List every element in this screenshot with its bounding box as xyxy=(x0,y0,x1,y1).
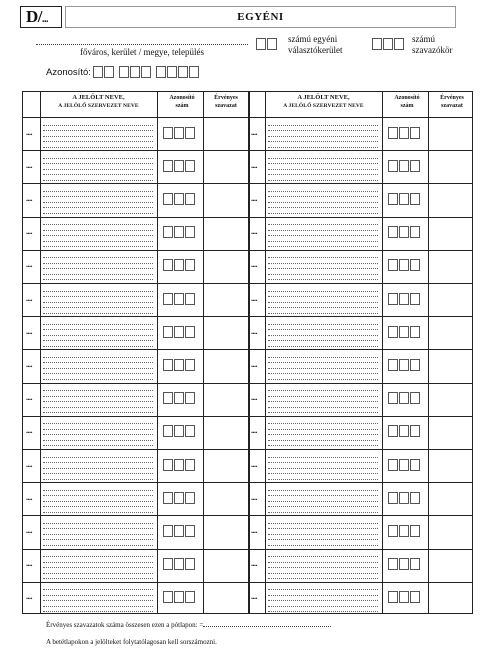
digit-box[interactable] xyxy=(388,127,398,139)
candidate-id-boxes[interactable] xyxy=(388,259,420,271)
digit-box[interactable] xyxy=(104,66,114,78)
constituency-label xyxy=(288,34,342,56)
digit-box[interactable] xyxy=(130,66,140,78)
digit-box[interactable] xyxy=(399,293,409,305)
digit-box[interactable] xyxy=(185,226,195,238)
digit-box[interactable] xyxy=(163,425,173,437)
header-id-left xyxy=(160,94,204,110)
digit-box[interactable] xyxy=(388,326,398,338)
digit-box[interactable] xyxy=(394,38,404,50)
digit-box[interactable] xyxy=(410,525,420,537)
digit-box[interactable] xyxy=(383,38,393,50)
header-id-line2: szám xyxy=(175,103,189,109)
digit-box[interactable] xyxy=(399,160,409,172)
form-code-dots: ... xyxy=(42,14,48,25)
row-number-field[interactable]: .... xyxy=(26,194,32,203)
candidate-name-field[interactable] xyxy=(268,419,378,447)
digit-box[interactable] xyxy=(174,293,184,305)
digit-box[interactable] xyxy=(185,193,195,205)
candidate-name-field[interactable] xyxy=(268,452,378,480)
candidate-id-boxes[interactable] xyxy=(163,525,195,537)
candidate-id-boxes[interactable] xyxy=(388,459,420,471)
digit-box[interactable] xyxy=(174,359,184,371)
digit-box[interactable] xyxy=(174,492,184,504)
candidate-id-boxes[interactable] xyxy=(163,492,195,504)
digit-box[interactable] xyxy=(174,160,184,172)
digit-box[interactable] xyxy=(388,492,398,504)
row-number-field[interactable]: .... xyxy=(251,326,257,336)
digit-box[interactable] xyxy=(399,226,409,238)
row-number-field[interactable]: .... xyxy=(26,459,32,469)
row-divider xyxy=(23,150,472,151)
digit-box[interactable] xyxy=(163,226,173,238)
candidate-id-boxes[interactable] xyxy=(163,160,195,172)
candidate-name-field[interactable] xyxy=(268,186,378,214)
candidate-name-field[interactable] xyxy=(268,319,378,347)
digit-box[interactable] xyxy=(388,558,398,570)
footer-sum-text: Érvényes szavazatok száma összesen ezen a pótlapon: = xyxy=(46,621,204,629)
digit-box[interactable] xyxy=(410,193,420,205)
row-number-field[interactable]: .... xyxy=(26,526,32,535)
candidate-id-boxes[interactable] xyxy=(163,226,195,238)
digit-box[interactable] xyxy=(185,127,195,139)
header-name-left xyxy=(41,94,156,110)
candidate-name-field[interactable] xyxy=(268,552,378,580)
id-label: Azonosító: xyxy=(46,67,91,78)
header-name-line1: A JELÖLT NEVE, xyxy=(72,94,125,101)
candidate-table xyxy=(22,91,473,614)
digit-box[interactable] xyxy=(399,425,409,437)
digit-box[interactable] xyxy=(410,558,420,570)
candidate-id-boxes[interactable] xyxy=(388,193,420,205)
row-divider xyxy=(23,482,472,483)
digit-box[interactable] xyxy=(410,293,420,305)
digit-box[interactable] xyxy=(410,127,420,139)
footer-note: A betétlapokon a jelölteket folytatólagosan kell sorszámozni. xyxy=(46,638,217,646)
digit-box[interactable] xyxy=(410,425,420,437)
candidate-name-field[interactable] xyxy=(268,485,378,513)
digit-box[interactable] xyxy=(399,558,409,570)
row-number-field[interactable]: .... xyxy=(251,260,257,270)
digit-box[interactable] xyxy=(399,525,409,537)
candidate-name-field[interactable] xyxy=(268,286,378,314)
row-divider xyxy=(23,183,472,184)
page-title: EGYÉNI xyxy=(65,6,456,28)
digit-box[interactable] xyxy=(372,38,382,50)
candidate-name-field[interactable] xyxy=(43,253,153,281)
candidate-name-field[interactable] xyxy=(43,419,153,447)
candidate-id-boxes[interactable] xyxy=(163,259,195,271)
row-divider xyxy=(23,515,472,516)
digit-box[interactable] xyxy=(388,392,398,404)
digit-box[interactable] xyxy=(399,492,409,504)
candidate-name-field[interactable] xyxy=(43,319,153,347)
row-number-field[interactable]: .... xyxy=(26,426,32,436)
digit-box[interactable] xyxy=(388,425,398,437)
digit-box[interactable] xyxy=(163,591,173,603)
digit-box[interactable] xyxy=(141,66,151,78)
column-divider xyxy=(248,92,250,613)
digit-box[interactable] xyxy=(178,66,188,78)
row-number-field[interactable]: .... xyxy=(26,559,32,569)
digit-box[interactable] xyxy=(163,293,173,305)
id-number-boxes[interactable] xyxy=(93,66,199,78)
row-divider xyxy=(23,250,472,251)
candidate-id-boxes[interactable] xyxy=(388,359,420,371)
digit-box[interactable] xyxy=(163,492,173,504)
candidate-id-boxes[interactable] xyxy=(163,392,195,404)
row-number-field[interactable]: .... xyxy=(251,592,257,602)
digit-box[interactable] xyxy=(163,359,173,371)
station-label-line1: számú xyxy=(412,34,435,44)
row-number-field[interactable]: .... xyxy=(26,160,32,170)
row-number-field[interactable]: .... xyxy=(26,492,32,502)
candidate-id-boxes[interactable] xyxy=(388,492,420,504)
row-number-field[interactable]: .... xyxy=(26,260,32,270)
candidate-id-boxes[interactable] xyxy=(163,127,195,139)
digit-box[interactable] xyxy=(185,259,195,271)
candidate-id-boxes[interactable] xyxy=(163,591,195,603)
digit-box[interactable] xyxy=(174,326,184,338)
column-divider xyxy=(382,92,383,613)
candidate-id-boxes[interactable] xyxy=(163,459,195,471)
place-field[interactable] xyxy=(36,44,248,45)
candidate-id-boxes[interactable] xyxy=(388,591,420,603)
digit-box[interactable] xyxy=(174,591,184,603)
candidate-id-boxes[interactable] xyxy=(388,558,420,570)
row-number-field[interactable]: .... xyxy=(251,459,257,469)
candidate-name-field[interactable] xyxy=(43,585,153,613)
digit-box[interactable] xyxy=(163,392,173,404)
total-votes-field[interactable] xyxy=(203,626,331,627)
digit-box[interactable] xyxy=(399,459,409,471)
row-number-field[interactable]: .... xyxy=(26,393,32,403)
digit-box[interactable] xyxy=(167,66,177,78)
candidate-id-boxes[interactable] xyxy=(163,558,195,570)
row-divider xyxy=(23,217,472,218)
digit-box[interactable] xyxy=(388,193,398,205)
digit-box[interactable] xyxy=(399,127,409,139)
candidate-id-boxes[interactable] xyxy=(163,193,195,205)
digit-box[interactable] xyxy=(163,525,173,537)
digit-box[interactable] xyxy=(399,359,409,371)
header-votes-right xyxy=(431,94,473,110)
digit-box[interactable] xyxy=(410,492,420,504)
digit-box[interactable] xyxy=(410,259,420,271)
row-number-field[interactable]: .... xyxy=(26,360,32,369)
row-number-field[interactable]: .... xyxy=(26,592,32,602)
candidate-id-boxes[interactable] xyxy=(163,425,195,437)
digit-box[interactable] xyxy=(399,326,409,338)
row-number-field[interactable]: .... xyxy=(251,194,257,203)
row-divider xyxy=(23,316,472,317)
header-id-line1: Azonosító xyxy=(394,95,420,101)
candidate-name-field[interactable] xyxy=(43,153,153,181)
row-number-field[interactable]: .... xyxy=(251,559,257,569)
candidate-name-field[interactable] xyxy=(43,120,153,148)
candidate-id-boxes[interactable] xyxy=(388,425,420,437)
digit-box[interactable] xyxy=(185,425,195,437)
digit-box[interactable] xyxy=(156,66,166,78)
header-votes-left xyxy=(206,94,246,110)
digit-box[interactable] xyxy=(388,459,398,471)
digit-box[interactable] xyxy=(174,459,184,471)
digit-box[interactable] xyxy=(388,591,398,603)
footer-sum xyxy=(46,621,331,629)
candidate-id-boxes[interactable] xyxy=(388,326,420,338)
digit-box[interactable] xyxy=(410,392,420,404)
form-code xyxy=(20,6,62,28)
header-votes-line1: Érvényes xyxy=(214,95,238,101)
station-label xyxy=(412,34,452,56)
row-divider xyxy=(23,383,472,384)
candidate-name-field[interactable] xyxy=(43,352,153,380)
row-number-field[interactable]: .... xyxy=(251,492,257,502)
row-number-field[interactable]: .... xyxy=(251,426,257,436)
candidate-name-field[interactable] xyxy=(43,220,153,248)
digit-box[interactable] xyxy=(410,459,420,471)
digit-box[interactable] xyxy=(185,459,195,471)
header-id-right xyxy=(385,94,429,110)
candidate-id-boxes[interactable] xyxy=(163,293,195,305)
header-divider xyxy=(23,117,472,118)
candidate-name-field[interactable] xyxy=(268,220,378,248)
row-divider xyxy=(23,449,472,450)
digit-box[interactable] xyxy=(388,293,398,305)
digit-box[interactable] xyxy=(174,226,184,238)
digit-box[interactable] xyxy=(174,425,184,437)
candidate-id-boxes[interactable] xyxy=(163,359,195,371)
candidate-id-boxes[interactable] xyxy=(388,525,420,537)
row-number-field[interactable]: .... xyxy=(26,293,32,303)
constituency-label-line1: számú egyéni xyxy=(288,34,338,44)
candidate-name-field[interactable] xyxy=(268,386,378,414)
digit-box[interactable] xyxy=(185,558,195,570)
digit-box[interactable] xyxy=(163,326,173,338)
candidate-id-boxes[interactable] xyxy=(163,326,195,338)
digit-box[interactable] xyxy=(399,392,409,404)
digit-box[interactable] xyxy=(388,525,398,537)
candidate-name-field[interactable] xyxy=(43,485,153,513)
row-divider xyxy=(23,549,472,550)
digit-box[interactable] xyxy=(185,293,195,305)
candidate-name-field[interactable] xyxy=(268,120,378,148)
candidate-id-boxes[interactable] xyxy=(388,127,420,139)
row-number-field[interactable]: .... xyxy=(26,326,32,336)
candidate-name-field[interactable] xyxy=(43,518,153,546)
digit-box[interactable] xyxy=(163,127,173,139)
row-number-field[interactable]: .... xyxy=(251,393,257,403)
digit-box[interactable] xyxy=(388,259,398,271)
digit-box[interactable] xyxy=(174,525,184,537)
digit-box[interactable] xyxy=(410,326,420,338)
candidate-name-field[interactable] xyxy=(268,518,378,546)
row-number-field[interactable]: .... xyxy=(251,127,257,137)
constituency-label-line2: választókerület xyxy=(288,45,343,55)
constituency-number-boxes[interactable] xyxy=(256,38,277,50)
digit-box[interactable] xyxy=(174,558,184,570)
digit-box[interactable] xyxy=(174,127,184,139)
row-divider xyxy=(23,283,472,284)
digit-box[interactable] xyxy=(185,591,195,603)
digit-box[interactable] xyxy=(163,459,173,471)
digit-box[interactable] xyxy=(163,259,173,271)
candidate-id-boxes[interactable] xyxy=(388,160,420,172)
digit-box[interactable] xyxy=(399,193,409,205)
header-name-line1: A JELÖLT NEVE, xyxy=(297,94,350,101)
candidate-name-field[interactable] xyxy=(268,352,378,380)
digit-box[interactable] xyxy=(388,226,398,238)
candidate-id-boxes[interactable] xyxy=(388,392,420,404)
row-divider xyxy=(23,416,472,417)
digit-box[interactable] xyxy=(185,392,195,404)
digit-box[interactable] xyxy=(410,226,420,238)
candidate-id-boxes[interactable] xyxy=(388,293,420,305)
digit-box[interactable] xyxy=(93,66,103,78)
digit-box[interactable] xyxy=(256,38,266,50)
digit-box[interactable] xyxy=(267,38,277,50)
digit-box[interactable] xyxy=(388,160,398,172)
candidate-name-field[interactable] xyxy=(43,452,153,480)
row-number-field[interactable]: .... xyxy=(251,160,257,170)
header-votes-line1: Érvényes xyxy=(440,95,464,101)
column-divider xyxy=(157,92,158,613)
digit-box[interactable] xyxy=(185,525,195,537)
digit-box[interactable] xyxy=(185,160,195,172)
row-number-field[interactable]: .... xyxy=(251,526,257,535)
digit-box[interactable] xyxy=(174,259,184,271)
digit-box[interactable] xyxy=(410,160,420,172)
station-label-line2: szavazókör xyxy=(412,45,453,55)
candidate-name-field[interactable] xyxy=(43,552,153,580)
column-divider xyxy=(40,92,41,613)
digit-box[interactable] xyxy=(163,558,173,570)
candidate-name-field[interactable] xyxy=(43,186,153,214)
digit-box[interactable] xyxy=(410,591,420,603)
header-name-line2: A JELÖLŐ SZERVEZET NEVE xyxy=(58,103,139,109)
digit-box[interactable] xyxy=(399,591,409,603)
digit-box[interactable] xyxy=(119,66,129,78)
digit-box[interactable] xyxy=(185,326,195,338)
digit-box[interactable] xyxy=(388,359,398,371)
digit-box[interactable] xyxy=(185,492,195,504)
digit-box[interactable] xyxy=(174,392,184,404)
column-divider xyxy=(203,92,204,613)
row-number-field[interactable]: .... xyxy=(251,293,257,303)
candidate-name-field[interactable] xyxy=(43,286,153,314)
row-number-field[interactable]: .... xyxy=(251,227,257,237)
header-id-line2: szám xyxy=(400,103,414,109)
header-name-right xyxy=(266,94,381,110)
candidate-id-boxes[interactable] xyxy=(388,226,420,238)
digit-box[interactable] xyxy=(163,193,173,205)
row-divider xyxy=(23,582,472,583)
digit-box[interactable] xyxy=(185,359,195,371)
form-code-text: D/ xyxy=(26,7,42,26)
row-number-field[interactable]: .... xyxy=(251,360,257,369)
header-name-line2: A JELÖLŐ SZERVEZET NEVE xyxy=(283,103,364,109)
digit-box[interactable] xyxy=(399,259,409,271)
candidate-name-field[interactable] xyxy=(268,585,378,613)
digit-box[interactable] xyxy=(410,359,420,371)
column-divider xyxy=(428,92,429,613)
row-number-field[interactable]: .... xyxy=(26,127,32,137)
row-divider xyxy=(23,349,472,350)
digit-box[interactable] xyxy=(174,193,184,205)
candidate-name-field[interactable] xyxy=(43,386,153,414)
station-number-boxes[interactable] xyxy=(372,38,404,50)
header-id-line1: Azonosító xyxy=(169,95,195,101)
candidate-name-field[interactable] xyxy=(268,153,378,181)
candidate-name-field[interactable] xyxy=(268,253,378,281)
digit-box[interactable] xyxy=(189,66,199,78)
place-label: főváros, kerület / megye, település xyxy=(80,47,204,57)
header-votes-line2: szavazat xyxy=(441,103,463,109)
header-votes-line2: szavazat xyxy=(215,103,237,109)
digit-box[interactable] xyxy=(163,160,173,172)
column-divider xyxy=(265,92,266,613)
row-number-field[interactable]: .... xyxy=(26,227,32,237)
